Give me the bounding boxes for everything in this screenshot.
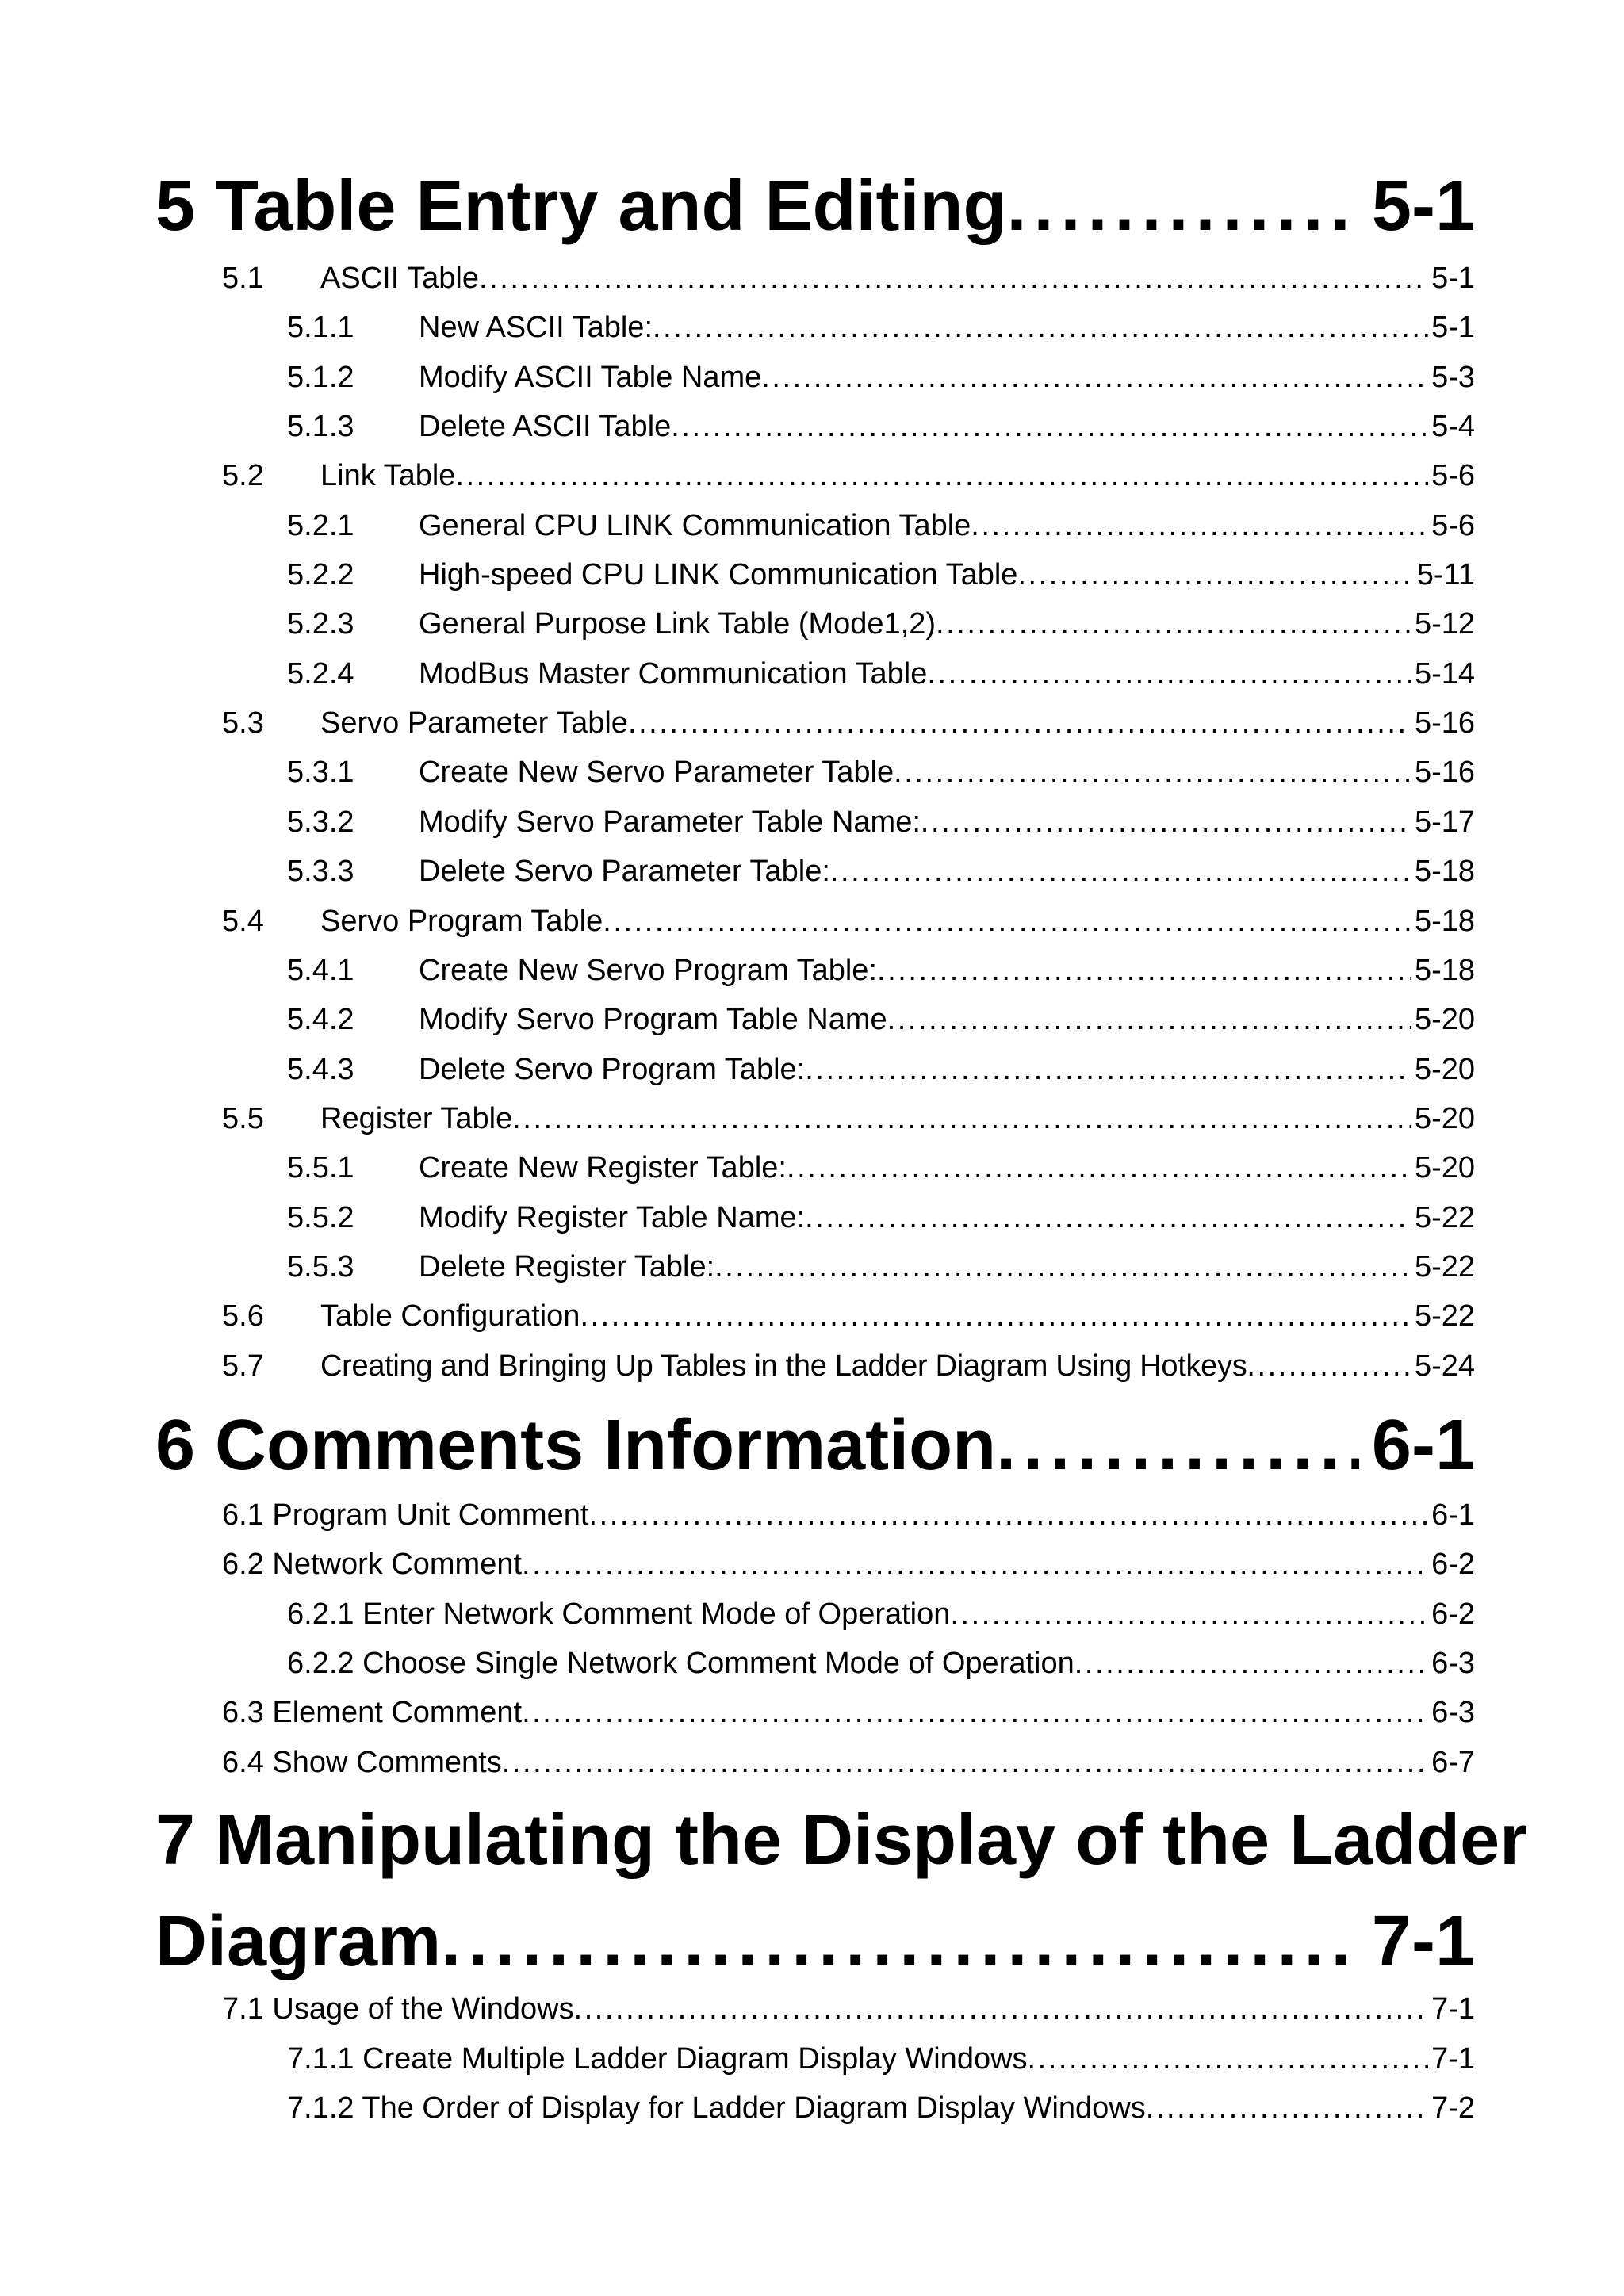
entry-number: 5.6 (222, 1299, 264, 1333)
toc-entry[interactable] (287, 308, 1475, 347)
chapter-heading[interactable] (155, 1402, 1475, 1489)
chapter-page: 6-1 (1371, 1406, 1475, 1485)
entry-page: 6-3 (1431, 1647, 1475, 1680)
chapter-title: 5 Table Entry and Editing (155, 166, 1007, 246)
dot-leader (787, 1148, 1411, 1188)
entry-title: Servo Program Table (320, 905, 603, 938)
chapter-title-line-2: Diagram (155, 1902, 442, 1981)
dot-leader (479, 258, 1428, 298)
entry-page: 5-11 (1416, 558, 1475, 591)
entry-page: 5-24 (1414, 1349, 1475, 1383)
entry-page: 5-12 (1414, 607, 1475, 641)
entry-title: ASCII Table (320, 262, 479, 295)
entry-page: 5-16 (1414, 756, 1475, 789)
dot-leader (894, 752, 1411, 792)
dot-leader (628, 703, 1411, 743)
dot-leader (580, 1296, 1411, 1336)
entry-page: 5-20 (1414, 1151, 1475, 1184)
toc-entry[interactable] (287, 358, 1475, 397)
dot-leader (996, 1402, 1359, 1489)
toc-entry[interactable] (287, 555, 1475, 595)
dot-leader (805, 1050, 1411, 1089)
entry-number: 5.5 (222, 1102, 264, 1135)
chapter-page: 7-1 (1371, 1902, 1475, 1981)
entry-number: 5.2 (222, 459, 264, 492)
dot-leader (1028, 2039, 1429, 2079)
entry-number: 5.2.1 (287, 509, 354, 542)
entry-title: New ASCII Table: (419, 311, 653, 344)
entry-title: 6.3 Element Comment (222, 1696, 523, 1729)
entry-title: Servo Parameter Table (320, 706, 628, 740)
dot-leader (1074, 1644, 1428, 1683)
entry-number: 5.4.2 (287, 1003, 354, 1036)
entry-number: 5.1 (222, 262, 264, 295)
entry-title: Delete Register Table: (419, 1250, 715, 1284)
chapter-heading[interactable] (155, 1898, 1475, 1985)
entry-title: Modify Register Table Name: (419, 1201, 806, 1234)
toc-entry[interactable] (287, 1148, 1475, 1188)
entry-title: Link Table (320, 459, 456, 492)
entry-title: Create New Register Table: (419, 1151, 787, 1184)
dot-leader (927, 654, 1411, 694)
entry-title: 6.2 Network Comment (222, 1548, 523, 1581)
entry-title: ModBus Master Communication Table (419, 657, 928, 691)
entry-page: 5-20 (1414, 1053, 1475, 1086)
toc-entry[interactable] (287, 506, 1475, 545)
dot-leader (1006, 163, 1358, 250)
entry-page: 5-14 (1414, 657, 1475, 691)
chapter-title: 6 Comments Information (155, 1406, 997, 1485)
toc-entry[interactable] (287, 752, 1475, 792)
entry-title: Create New Servo Program Table: (419, 954, 877, 987)
entry-title: Table Configuration (320, 1299, 580, 1333)
dot-leader (805, 1198, 1411, 1238)
toc-entry[interactable] (287, 1198, 1475, 1238)
entry-number: 5.4.3 (287, 1053, 354, 1086)
entry-title: 7.1.2 The Order of Display for Ladder Diagram Display Windows (287, 2091, 1146, 2125)
entry-number: 5.3.2 (287, 806, 354, 839)
dot-leader (761, 358, 1428, 397)
entry-page: 5-1 (1431, 262, 1475, 295)
entry-page: 7-1 (1431, 1992, 1475, 2026)
entry-title: 7.1.1 Create Multiple Ladder Diagram Display Windows (287, 2042, 1028, 2076)
entry-title: 6.1 Program Unit Comment (222, 1498, 589, 1532)
toc-entry[interactable] (222, 1296, 1475, 1336)
toc-entry[interactable] (222, 258, 1475, 298)
entry-page: 7-2 (1431, 2091, 1475, 2125)
entry-number: 5.1.2 (287, 361, 354, 394)
toc-entry[interactable] (287, 1247, 1475, 1287)
toc-entry[interactable] (222, 901, 1475, 941)
entry-title: Modify Servo Parameter Table Name: (419, 806, 921, 839)
entry-page: 5-22 (1414, 1201, 1475, 1234)
toc-entry[interactable] (287, 851, 1475, 891)
dot-leader (877, 951, 1411, 990)
entry-number: 5.1.1 (287, 311, 354, 344)
toc-entry[interactable] (287, 407, 1475, 446)
entry-page: 5-6 (1431, 459, 1475, 492)
entry-number: 5.3.3 (287, 855, 354, 888)
entry-page: 5-6 (1431, 509, 1475, 542)
toc-entry[interactable] (287, 802, 1475, 842)
toc-entry[interactable] (222, 1693, 1475, 1732)
dot-leader (603, 901, 1411, 941)
toc-entry[interactable] (222, 703, 1475, 743)
toc-entry[interactable] (287, 2039, 1475, 2079)
entry-title: Delete ASCII Table (419, 410, 672, 443)
entry-number: 5.1.3 (287, 410, 354, 443)
entry-title: 7.1 Usage of the Windows (222, 1992, 574, 2026)
entry-title: General CPU LINK Communication Table (419, 509, 971, 542)
entry-title: Creating and Bringing Up Tables in the Ladder Diagram Using Hotkeys (320, 1349, 1247, 1383)
entry-number: 5.3 (222, 706, 264, 740)
entry-title: Register Table (320, 1102, 513, 1135)
entry-title: 6.4 Show Comments (222, 1746, 502, 1779)
entry-page: 7-1 (1431, 2042, 1475, 2076)
entry-number: 5.2.4 (287, 657, 354, 691)
entry-page: 6-1 (1431, 1498, 1475, 1532)
chapter-heading[interactable] (155, 163, 1475, 250)
entry-page: 6-2 (1431, 1548, 1475, 1581)
entry-page: 6-3 (1431, 1696, 1475, 1729)
entry-page: 5-1 (1431, 311, 1475, 344)
entry-page: 5-4 (1431, 410, 1475, 443)
dot-leader (574, 1989, 1429, 2029)
dot-leader (1146, 2088, 1428, 2128)
toc-entry[interactable] (222, 1099, 1475, 1138)
dot-leader (522, 1544, 1428, 1584)
dot-leader (830, 851, 1411, 891)
entry-title: Modify Servo Program Table Name (419, 1003, 887, 1036)
entry-page: 5-3 (1431, 361, 1475, 394)
toc-entry[interactable] (287, 2088, 1475, 2128)
toc-entry[interactable] (222, 1495, 1475, 1535)
entry-page: 5-18 (1414, 855, 1475, 888)
dot-leader (441, 1898, 1359, 1985)
entry-number: 5.4.1 (287, 954, 354, 987)
dot-leader (502, 1743, 1428, 1782)
entry-number: 5.2.2 (287, 558, 354, 591)
dot-leader (921, 802, 1411, 842)
entry-title: Delete Servo Parameter Table: (419, 855, 830, 888)
dot-leader (671, 407, 1428, 446)
entry-title: 6.2.1 Enter Network Comment Mode of Operation (287, 1598, 951, 1631)
entry-page: 5-17 (1414, 806, 1475, 839)
entry-number: 5.3.1 (287, 756, 354, 789)
entry-number: 5.7 (222, 1349, 264, 1383)
toc-entry[interactable] (222, 1743, 1475, 1782)
toc-entry[interactable] (287, 604, 1475, 644)
entry-page: 5-16 (1414, 706, 1475, 740)
entry-page: 5-22 (1414, 1299, 1475, 1333)
entry-page: 6-7 (1431, 1746, 1475, 1779)
toc-entry[interactable] (222, 1544, 1475, 1584)
dot-leader (887, 1000, 1411, 1039)
entry-page: 5-18 (1414, 954, 1475, 987)
chapter-title-line-1[interactable]: 7 Manipulating the Display of the Ladder (155, 1800, 1528, 1880)
entry-number: 5.5.2 (287, 1201, 354, 1234)
entry-title: Create New Servo Parameter Table (419, 756, 894, 789)
entry-number: 5.5.1 (287, 1151, 354, 1184)
dot-leader (589, 1495, 1429, 1535)
toc-entry[interactable] (287, 1644, 1475, 1683)
dot-leader (936, 604, 1411, 644)
toc-entry[interactable] (287, 1594, 1475, 1634)
toc-entry[interactable] (287, 951, 1475, 990)
dot-leader (1247, 1346, 1411, 1386)
dot-leader (714, 1247, 1411, 1287)
entry-number: 5.2.3 (287, 607, 354, 641)
entry-title: 6.2.2 Choose Single Network Comment Mode of Operation (287, 1647, 1074, 1680)
toc-entry[interactable] (222, 1989, 1475, 2029)
toc-entry[interactable] (287, 1000, 1475, 1039)
entry-page: 5-20 (1414, 1102, 1475, 1135)
entry-title: Modify ASCII Table Name (419, 361, 762, 394)
chapter-page: 5-1 (1371, 166, 1475, 246)
entry-page: 5-22 (1414, 1250, 1475, 1284)
entry-number: 5.4 (222, 905, 264, 938)
entry-title: General Purpose Link Table (Mode1,2) (419, 607, 936, 641)
entry-title: High-speed CPU LINK Communication Table (419, 558, 1018, 591)
dot-leader (512, 1099, 1411, 1138)
toc-entry[interactable] (287, 654, 1475, 694)
entry-page: 6-2 (1431, 1598, 1475, 1631)
dot-leader (971, 506, 1428, 545)
toc-entry[interactable] (222, 456, 1475, 496)
dot-leader (653, 308, 1428, 347)
entry-number: 5.5.3 (287, 1250, 354, 1284)
dot-leader (455, 456, 1428, 496)
toc-entry[interactable] (287, 1050, 1475, 1089)
entry-title: Delete Servo Program Table: (419, 1053, 806, 1086)
toc-entry[interactable] (222, 1346, 1475, 1386)
dot-leader (950, 1594, 1428, 1634)
entry-page: 5-18 (1414, 905, 1475, 938)
dot-leader (1017, 555, 1413, 595)
dot-leader (522, 1693, 1428, 1732)
entry-page: 5-20 (1414, 1003, 1475, 1036)
